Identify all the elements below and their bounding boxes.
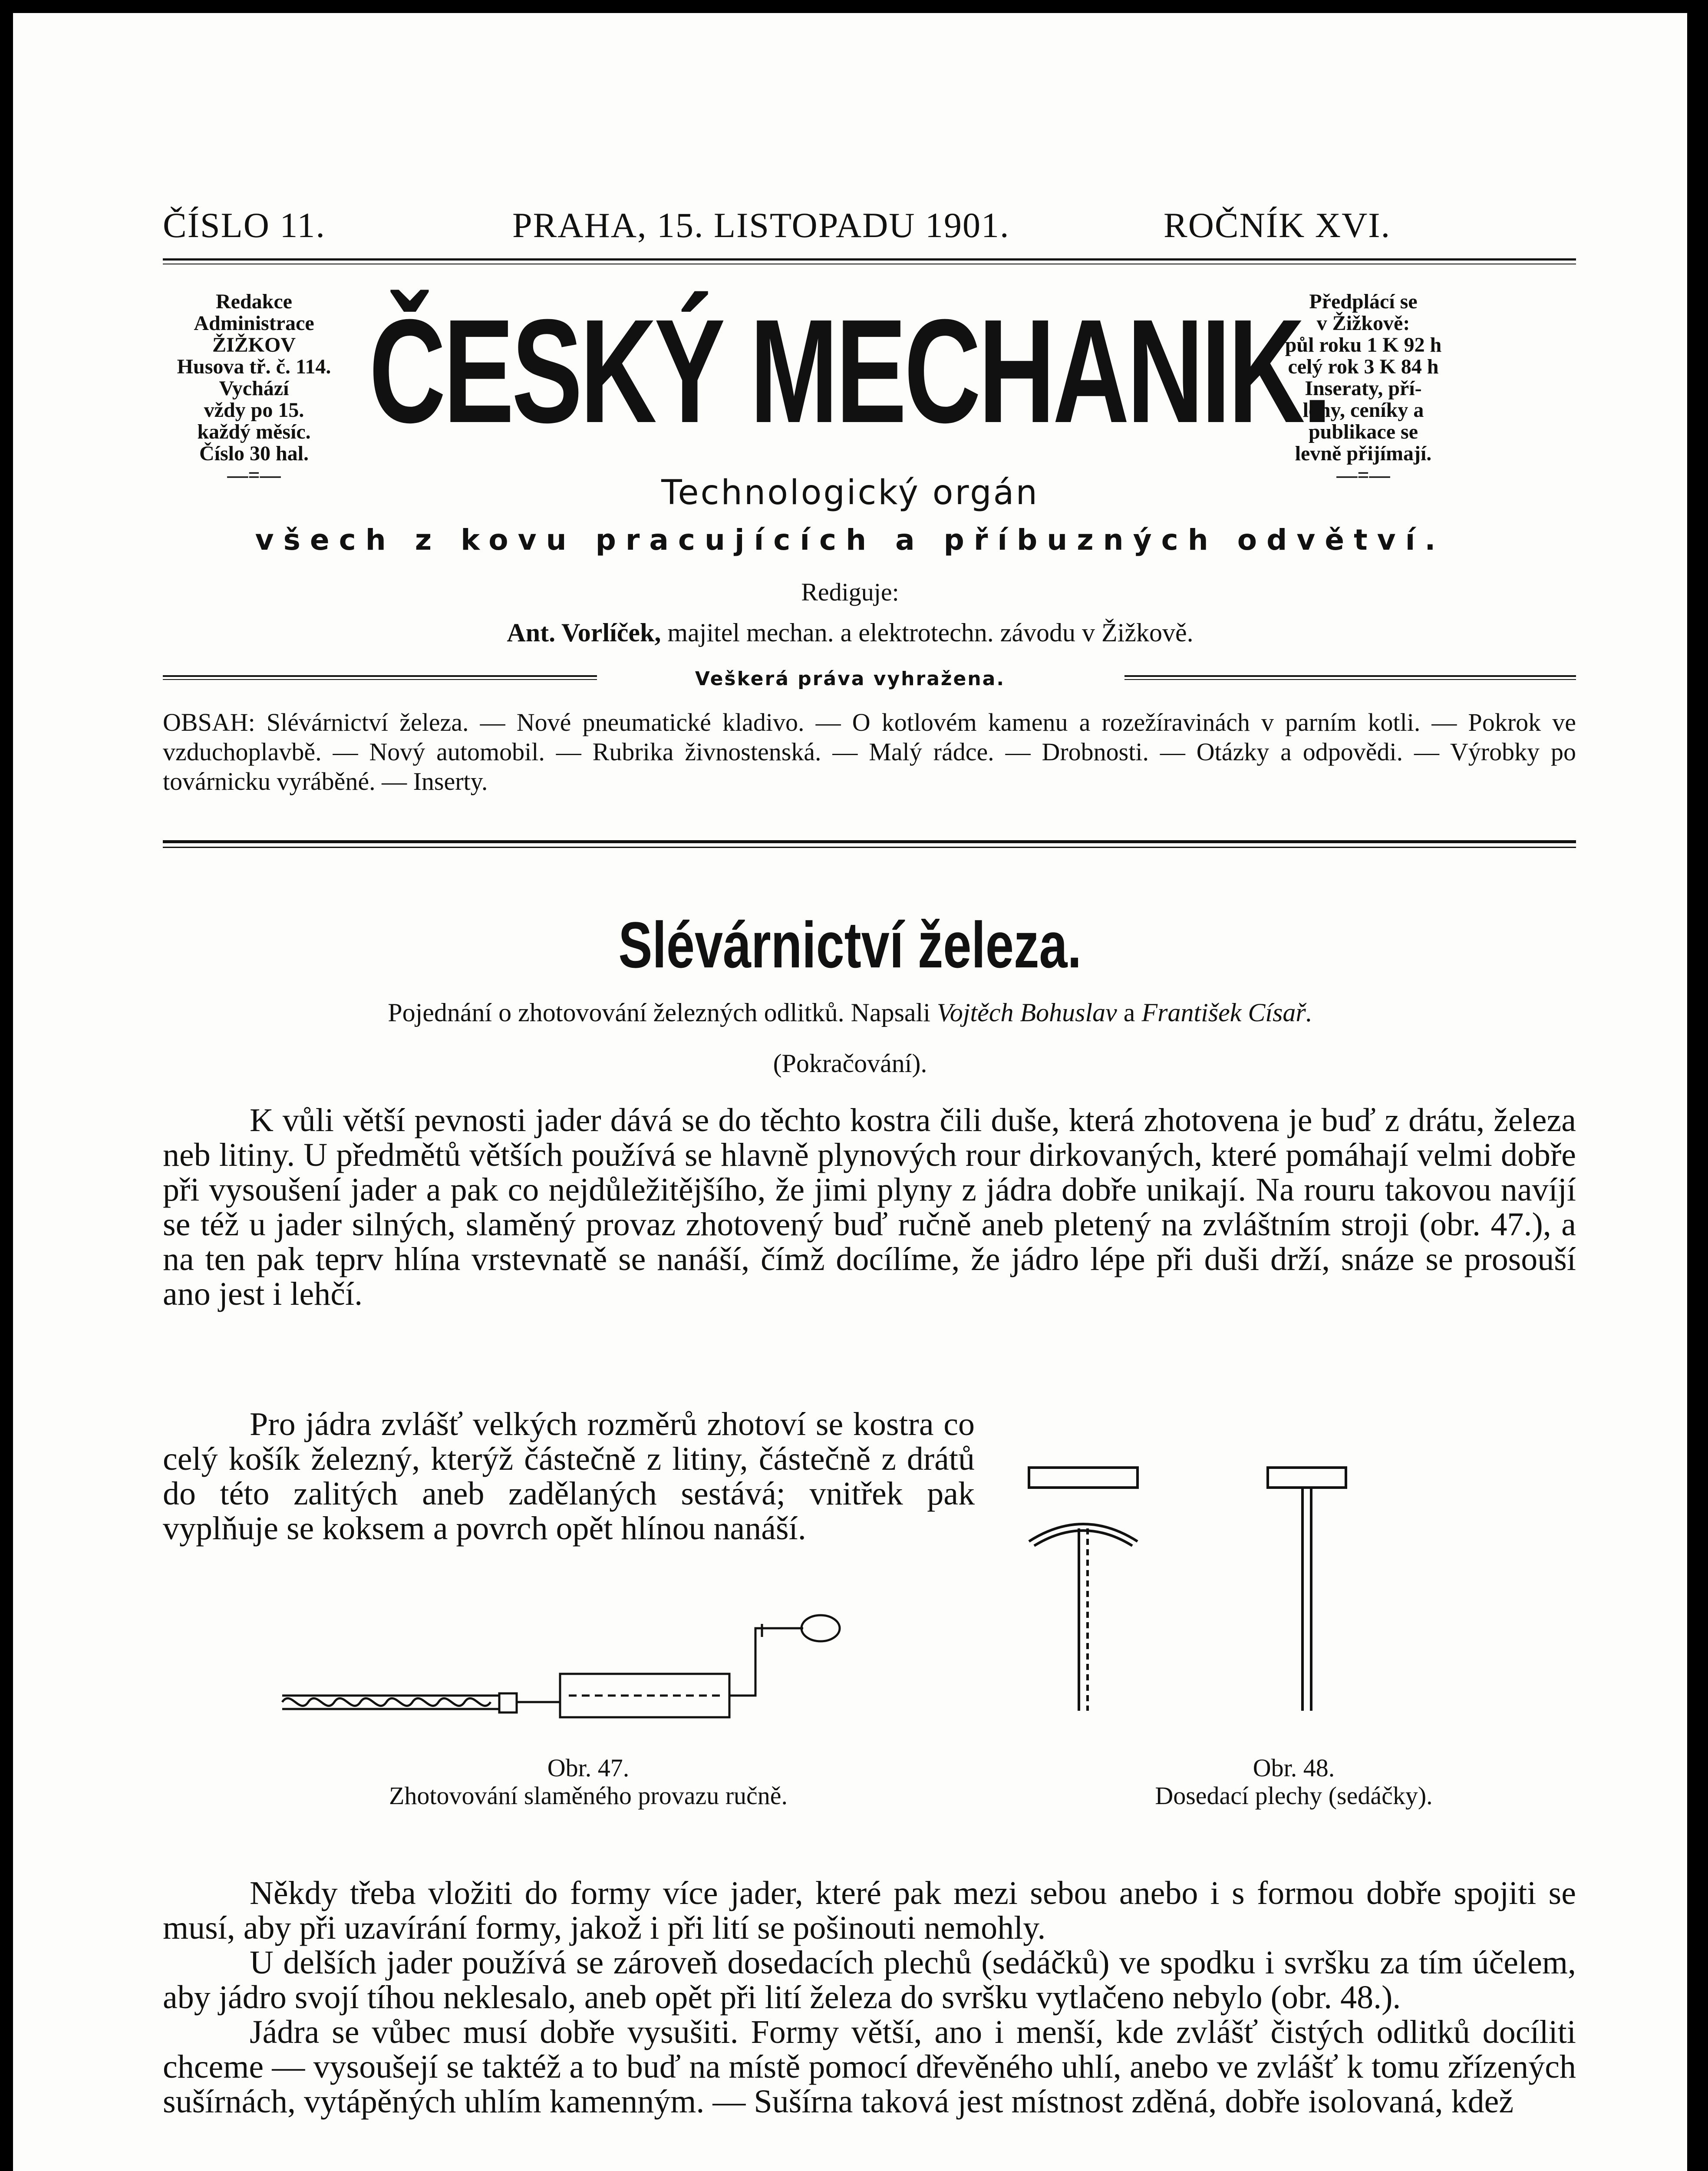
author-name: František Císař. [1141,998,1312,1027]
right-info-line: Inseraty, pří- [1305,377,1422,400]
right-info-line: půl roku 1 K 92 h [1285,333,1442,356]
right-info-line: Předplácí se [1309,290,1418,313]
issue-number: ČÍSLO 11. [163,205,326,245]
figure-47-drawing [274,1611,903,1741]
editor-name: Ant. Vorlíček, [507,618,661,647]
masthead-tagline: všech z kovu pracujících a příbuzných odvětví. [255,523,1445,557]
left-info-line: Husova tř. č. 114. [177,355,331,378]
continuation-note: (Pokračování). [773,1049,927,1078]
figure-47-text: Zhotovování slaměného provazu ručně. [389,1782,788,1810]
crank-arm [729,1628,803,1696]
seat-plate-curved-inner [1034,1531,1132,1546]
article-title-text: Slévárnictví železa. [618,908,1082,981]
left-info-line: vždy po 15. [204,399,304,422]
figure-47-label: Obr. 47. [547,1754,630,1782]
byline-and: a [1123,998,1135,1027]
left-info-line: ŽIŽKOV [212,333,296,356]
straw-rope [282,1698,491,1706]
crank-handle [801,1615,840,1641]
right-info-line: celý rok 3 K 84 h [1288,355,1439,378]
article-title [13,907,1687,983]
seat-plate-flat-left [1029,1468,1138,1488]
figure-47-caption [274,1754,903,1810]
contents-rule-thin [163,847,1576,848]
newspaper-page [13,13,1687,2171]
figure-48-caption [1012,1754,1576,1810]
right-info-line: v Žižkově: [1316,312,1410,335]
paragraph-text: Někdy třeba vložiti do formy více jader, které pak mezi sebou anebo i s formou dobře spojiti se musí, aby při uzavírání formy, jakož i při lití se pošinouti nemohly. [163,1875,1576,1946]
masthead-title: ČESKÝ MECHANIK. [369,289,1330,454]
right-info-line: lohy, ceníky a [1302,399,1424,422]
rope-clamp [499,1693,517,1712]
paragraph-text: K vůli větší pevnosti jader dává se do těchto kostra čili duše, která zhotovena je buď z drátu, železa neb litiny. U předmětů větších používá se hlavně plynových rour dirkovaných, které pomáhají velmi dobře při vysoušení jader a pak co nejdůležitějšího, že jimi plyny z jádra dobře unikají. Na rouru takovou navíjí se též u jader silných, slaměný provaz zhotovený buď ručně aneb pletený na zvláštním stroji (obr. 47.), a na ten pak teprv hlína vrstevnatě se nanáší, čímž docílíme, že jádro lépe při duši drží, snáze se prosouší ano jest i lehčí. [163,1102,1576,1312]
figure-48-label: Obr. 48. [1253,1754,1335,1782]
left-info-line: Vychází [219,377,289,400]
author-name: Vojtěch Bohuslav [936,998,1117,1027]
left-info-line: Číslo 30 hal. [199,442,309,465]
right-info-line: publikace se [1308,420,1418,443]
right-info-line: —=— [1336,464,1390,487]
seat-plate-flat-right [1268,1468,1346,1488]
right-info-line: levně přijímají. [1295,442,1432,465]
article-paragraph [163,1103,1576,1311]
table-of-contents: OBSAH: Slévárnictví železa. — Nové pneumatické kladivo. — O kotlovém kamenu a rozežíravinách v parním kotli. — Pokrok ve vzduchoplavbě. — Nový automobil. — Rubrika živnostenská. — Malý rádce. — Drobnosti. — Otázky a odpovědi. — Výrobky po továrnicku vyráběné. — Inserty. [163,708,1576,795]
editor-label: Rediguje: [801,578,899,606]
article-paragraph [163,1876,1576,2119]
article-byline [13,998,1687,1028]
left-info-line: každý měsíc. [197,420,311,443]
rights-notice: Veškerá práva vyhražena. [695,668,1006,690]
article-paragraph [163,1407,975,1546]
figure-48-drawing [1012,1459,1402,1728]
paragraph-text: Jádra se vůbec musí dobře vysušiti. Formy větší, ano i menší, kde zvlášť čistých odlitků docíliti chceme — vysoušejí se taktéž a to buď na místě pomocí dřevěného uhlí, anebo ve zvlášť k tomu zřízených sušírnách, vytápěných uhlím kamenným. — Sušírna taková jest místnost zděná, dobře isolovaná, kdež [163,2014,1576,2120]
paragraph-text: Pro jádra zvlášť velkých rozměrů zhotoví se kostra co celý košík železný, kterýž částečně z litiny, částečně z drátů do této zalitých aneb zadělaných sestává; vnitřek pak vyplňuje se koksem a povrch opět hlínou nanáší. [163,1406,975,1547]
rights-rule-right-thin [1124,679,1576,680]
paragraph-text: U delších jader používá se zároveň dosedacích plechů (sedáčků) ve spodku i svršku za tím účelem, aby jádro svojí tíhou neklesalo, aneb opět při lití železa do svršku vytlačeno nebylo (obr. 48.). [163,1944,1576,2016]
left-info-box [156,291,352,486]
figure-48-text: Dosedací plechy (sedáčky). [1155,1782,1433,1810]
place-date: PRAHA, 15. LISTOPADU 1901. [512,205,1010,245]
header-rule [163,258,1576,261]
byline-intro: Pojednání o zhotovování železných odlitků. Napsali [388,998,930,1027]
volume-number: ROČNÍK XVI. [1164,205,1391,245]
left-info-line: Redakce [216,290,292,313]
left-info-line: Administrace [194,312,314,335]
contents-rule [163,840,1576,843]
rights-rule-right [1124,675,1576,677]
editor-description: majitel mechan. a elektrotechn. závodu v Žižkově. [667,618,1194,647]
editor-line [13,618,1687,648]
left-info-line: —=— [227,464,281,487]
masthead-subtitle: Technologický orgán [661,473,1039,512]
